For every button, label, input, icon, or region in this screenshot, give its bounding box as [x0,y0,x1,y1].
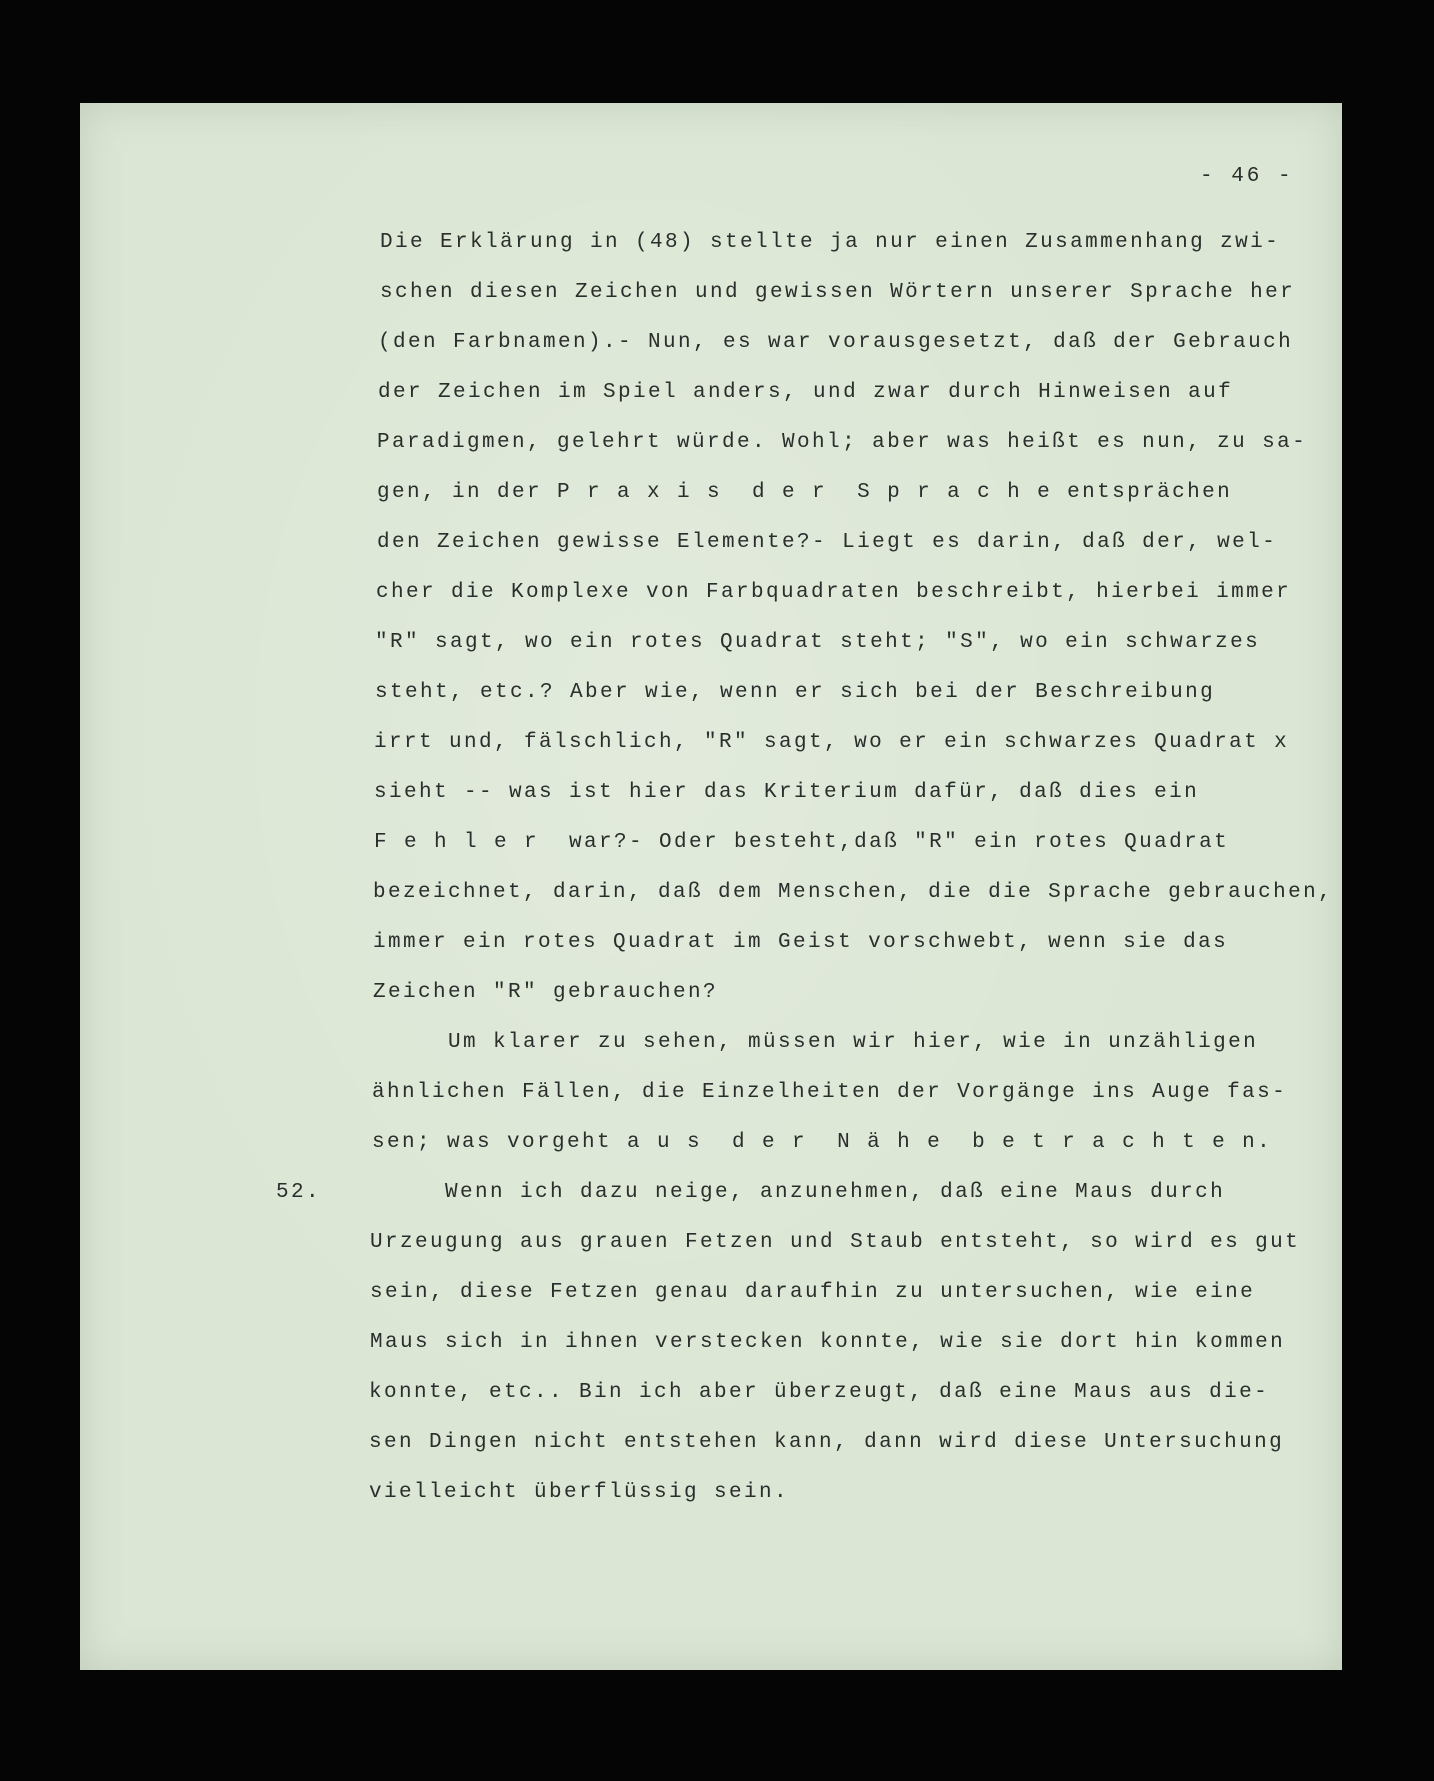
text-line: der Zeichen im Spiel anders, und zwar durch Hinweisen auf [378,381,1234,404]
text-line: konnte, etc.. Bin ich aber überzeugt, daß eine Maus aus die- [369,1381,1270,1404]
text-line: irrt und, fälschlich, "R" sagt, wo er ein schwarzes Quadrat x [374,731,1290,754]
text-line: sein, diese Fetzen genau daraufhin zu untersuchen, wie eine [370,1281,1256,1304]
text-line: ähnlichen Fällen, die Einzelheiten der Vorgänge ins Auge fas- [372,1081,1288,1104]
text-line: Zeichen "R" gebrauchen? [373,981,719,1004]
text-line: (den Farbnamen).- Nun, es war vorausgesetzt, daß der Gebrauch [378,331,1294,354]
text-line: sen Dingen nicht entstehen kann, dann wird diese Untersuchung [369,1431,1285,1454]
text-line: bezeichnet, darin, daß dem Menschen, die die Sprache gebrauchen, [373,881,1334,904]
typewritten-page [80,103,1342,1670]
text-line: Wenn ich dazu neige, anzunehmen, daß eine Maus durch [370,1181,1226,1204]
text-line: den Zeichen gewisse Elemente?- Liegt es darin, daß der, wel- [377,531,1278,554]
text-line: sen; was vorgeht a u s d e r N ä h e b e t r a c h t e n. [372,1131,1273,1154]
text-line: Um klarer zu sehen, müssen wir hier, wie in unzähligen [373,1031,1259,1054]
text-line: Die Erklärung in (48) stellte ja nur einen Zusammenhang zwi- [380,231,1281,254]
text-line: cher die Komplexe von Farbquadraten beschreibt, hierbei immer [376,581,1292,604]
text-line: Urzeugung aus grauen Fetzen und Staub entsteht, so wird es gut [370,1231,1301,1254]
text-line: Paradigmen, gelehrt würde. Wohl; aber was heißt es nun, zu sa- [377,431,1308,454]
text-line: "R" sagt, wo ein rotes Quadrat steht; "S", wo ein schwarzes [375,631,1261,654]
text-line: immer ein rotes Quadrat im Geist vorschwebt, wenn sie das [373,931,1229,954]
text-line: sieht -- was ist hier das Kriterium dafür, daß dies ein [374,781,1200,804]
text-line: F e h l e r war?- Oder besteht,daß "R" ein rotes Quadrat [374,831,1230,854]
text-line: steht, etc.? Aber wie, wenn er sich bei der Beschreibung [375,681,1216,704]
paragraph-number: 52. [276,1181,322,1204]
page-number: - 46 - [1200,165,1294,188]
text-line: Maus sich in ihnen verstecken konnte, wie sie dort hin kommen [370,1331,1286,1354]
text-line: gen, in der P r a x i s d e r S p r a c h e entsprächen [377,481,1233,504]
text-line: vielleicht überflüssig sein. [369,1481,790,1504]
text-line: schen diesen Zeichen und gewissen Wörtern unserer Sprache her [380,281,1296,304]
